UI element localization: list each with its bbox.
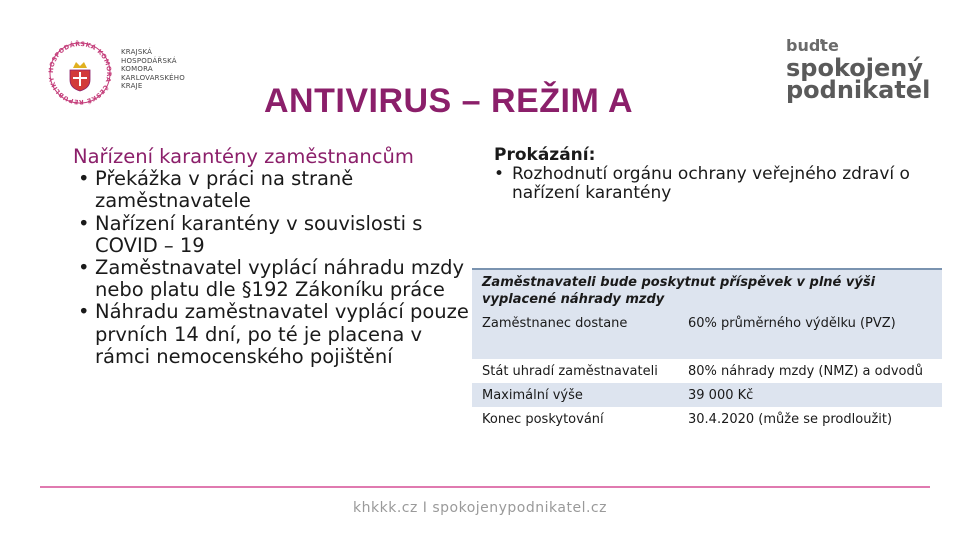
logo-line: KRAJE [121,82,143,91]
row-value: 60% průměrného výdělku (PVZ) [678,311,942,359]
row-label: Stát uhradí zaměstnavateli [482,364,658,379]
slogan-line-3: podnikatel [786,76,931,104]
row-label: Zaměstnanec dostane [472,311,678,359]
left-column [73,146,473,368]
logo-line: KOMORA [121,65,153,74]
logo-text [121,48,185,91]
table-row [472,311,942,359]
row-value: 80% náhrady mzdy (NMZ) a odvodů [688,364,923,379]
footer-divider [40,486,930,488]
table-header: Zaměstnavateli bude poskytnut příspěvek v plné výši vyplacené náhrady mzdy [472,269,942,311]
bullet-text: Překážka v práci na straně zaměstnavatele [95,167,354,213]
contribution-table [472,268,942,431]
row-value: 30.4.2020 (může se prodloužit) [688,412,893,427]
list-item: • Zaměstnavatel vyplácí náhradu mzdy nebo platu dle §192 Zákoníku práce [78,256,465,302]
page-title: ANTIVIRUS – REŽIM A [264,82,634,120]
list-item: • Rozhodnutí orgánu ochrany veřejného zdraví o nařízení karantény [494,164,910,203]
bullet-text: Nařízení karantény v souvislosti s COVID – 19 [95,211,423,257]
bullet-text: Náhradu zaměstnavatel vyplácí pouze prvních 14 dní, po té je placena v rámci nemocenského pojištění [95,300,469,368]
table-row [472,383,942,407]
list-item: • Náhradu zaměstnavatel vyplácí pouze prvních 14 dní, po té je placena v rámci nemocenského pojištění [78,300,469,368]
bullet-text: Zaměstnavatel vyplácí náhradu mzdy nebo platu dle §192 Zákoníku práce [95,256,465,302]
slogan-logo [786,38,930,102]
row-label: Maximální výše [472,383,678,407]
row-label: Konec poskytování [482,412,604,427]
left-heading: Nařízení karantény zaměstnancům [73,145,414,168]
table-row [472,407,942,431]
logo-line: KARLOVARSKÉHO [121,73,185,82]
right-column [494,146,934,203]
slogan-line-1: buďte [786,36,839,55]
crown-icon [73,62,87,68]
table-header-row [472,269,942,311]
logo-ring-text: HOSPODÁŘSKÁ KOMORA ČESKÉ REPUBLIKY [47,40,113,106]
footer-links: khkkk.cz I spokojenypodnikatel.cz [353,500,607,516]
row-value: 39 000 Kč [678,383,942,407]
bullet-text: Rozhodnutí orgánu ochrany veřejného zdraví o nařízení karantény [512,164,910,203]
slogan-line-2: spokojený [786,54,923,82]
logo-line: HOSPODÁŘSKÁ [121,56,177,65]
logo-line: KRAJSKÁ [121,48,153,56]
table-row [472,359,942,383]
list-item: • Překážka v práci na straně zaměstnavatele [78,167,354,213]
right-heading: Prokázání: [494,145,596,165]
list-item: • Nařízení karantény v souvislosti s COVID – 19 [78,211,423,257]
